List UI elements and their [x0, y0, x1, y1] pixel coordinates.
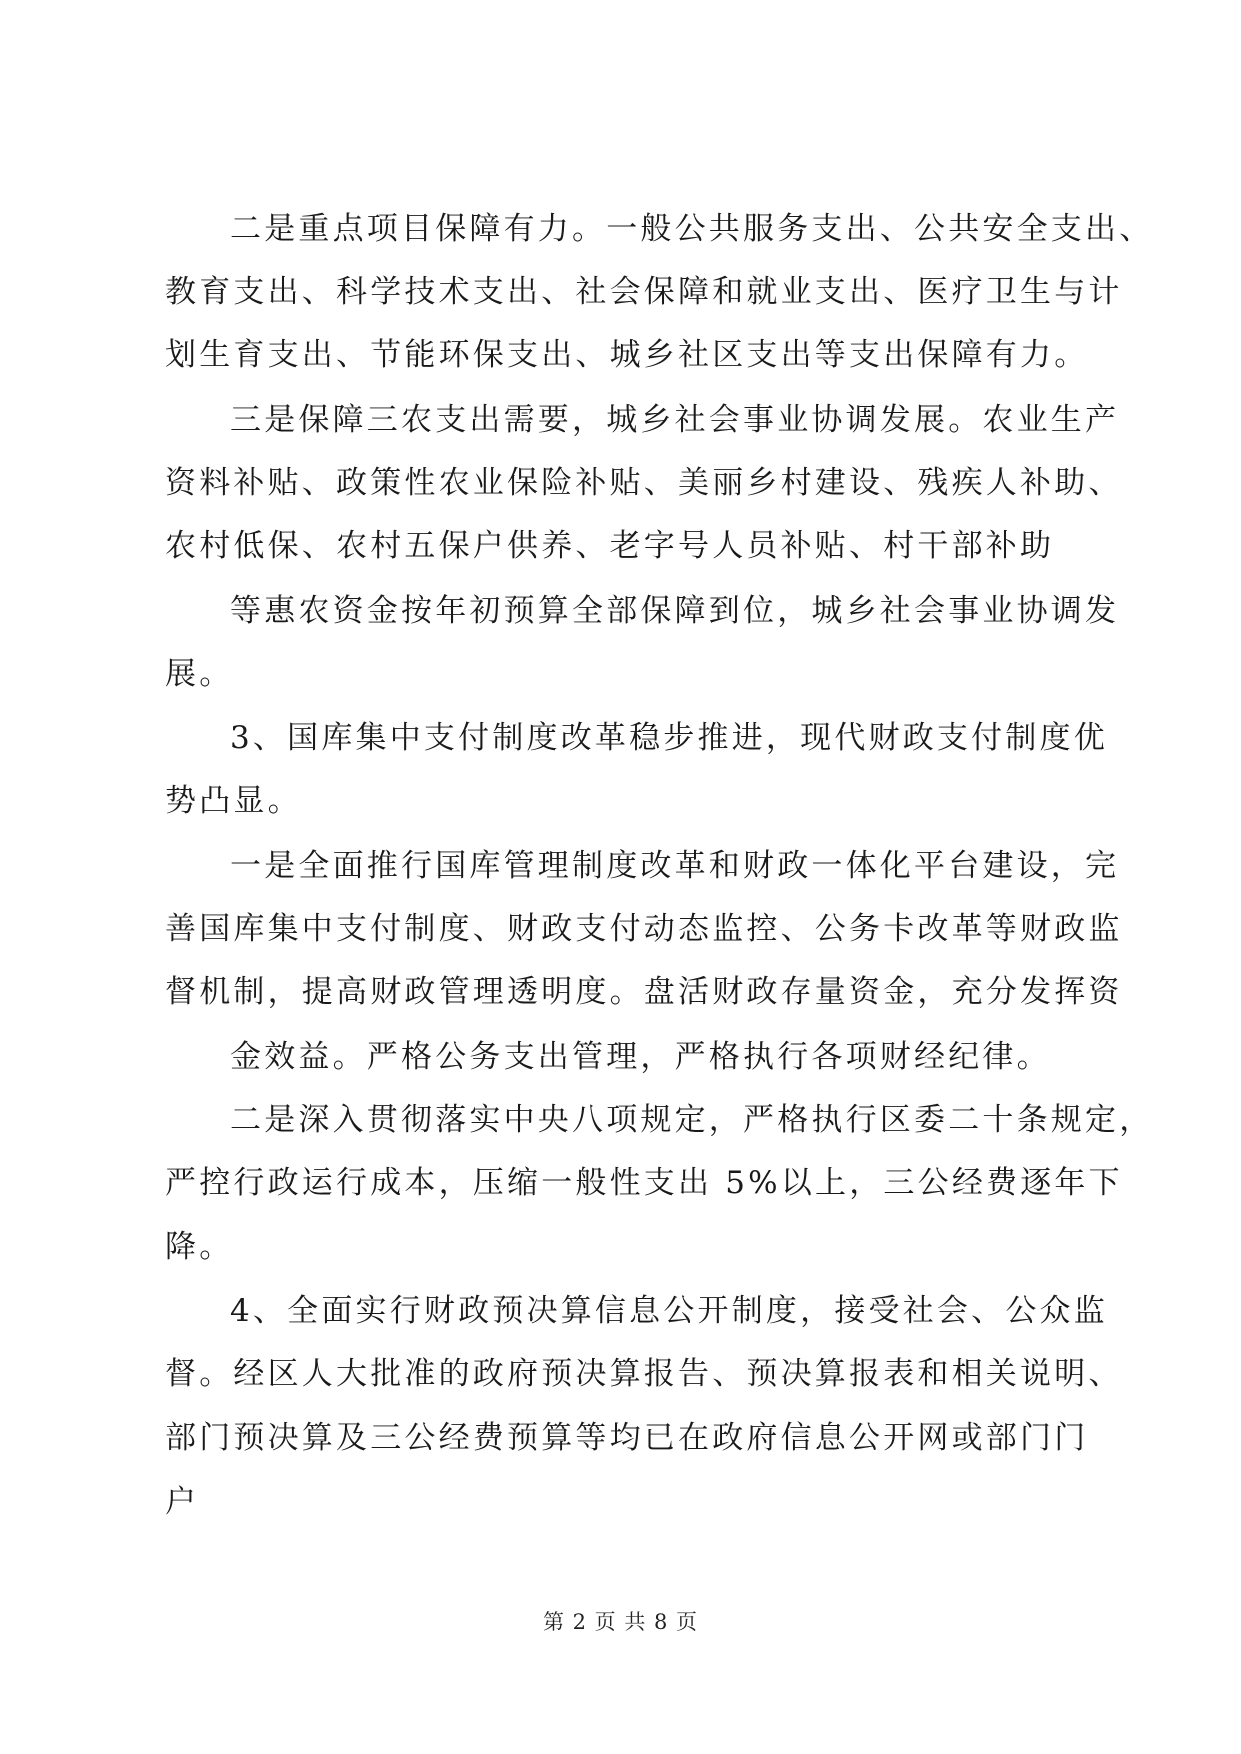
text-line: 势凸显。 — [165, 783, 302, 819]
text-line: 二是重点项目保障有力。一般公共服务支出、公共安全支出、 — [230, 211, 1154, 247]
text-line: 划生育支出、节能环保支出、城乡社区支出等支出保障有力。 — [165, 337, 1089, 373]
text-line: 二是深入贯彻落实中央八项规定，严格执行区委二十条规定， — [230, 1102, 1154, 1138]
text-line: 等惠农资金按年初预算全部保障到位，城乡社会事业协调发 — [230, 593, 1120, 629]
text-line: 展。 — [165, 656, 234, 692]
text-line: 督。经区人大批准的政府预决算报告、预决算报表和相关说明、 — [165, 1356, 1123, 1392]
text-line: 资料补贴、政策性农业保险补贴、美丽乡村建设、残疾人补助、 — [165, 465, 1123, 501]
text-line: 督机制，提高财政管理透明度。盘活财政存量资金，充分发挥资 — [165, 974, 1123, 1010]
text-line: 农村低保、农村五保户供养、老字号人员补贴、村干部补助 — [165, 528, 1055, 564]
text-line: 降。 — [165, 1229, 234, 1265]
text-line: 金效益。严格公务支出管理，严格执行各项财经纪律。 — [230, 1039, 1051, 1075]
text-line: 部门预决算及三公经费预算等均已在政府信息公开网或部门门 — [165, 1420, 1089, 1456]
text-line: 一是全面推行国库管理制度改革和财政一体化平台建设，完 — [230, 848, 1120, 884]
text-line: 4、全面实行财政预决算信息公开制度，接受社会、公众监 — [230, 1293, 1108, 1329]
text-line: 三是保障三农支出需要，城乡社会事业协调发展。农业生产 — [230, 402, 1120, 438]
text-line: 3、国库集中支付制度改革稳步推进，现代财政支付制度优 — [230, 720, 1108, 756]
text-line: 善国库集中支付制度、财政支付动态监控、公务卡改革等财政监 — [165, 911, 1123, 947]
page-number-footer: 第 2 页 共 8 页 — [542, 1610, 699, 1634]
text-line: 严控行政运行成本，压缩一般性支出 5%以上，三公经费逐年下 — [165, 1165, 1123, 1201]
text-line: 教育支出、科学技术支出、社会保障和就业支出、医疗卫生与计 — [165, 274, 1123, 310]
text-line: 户 — [165, 1484, 200, 1520]
